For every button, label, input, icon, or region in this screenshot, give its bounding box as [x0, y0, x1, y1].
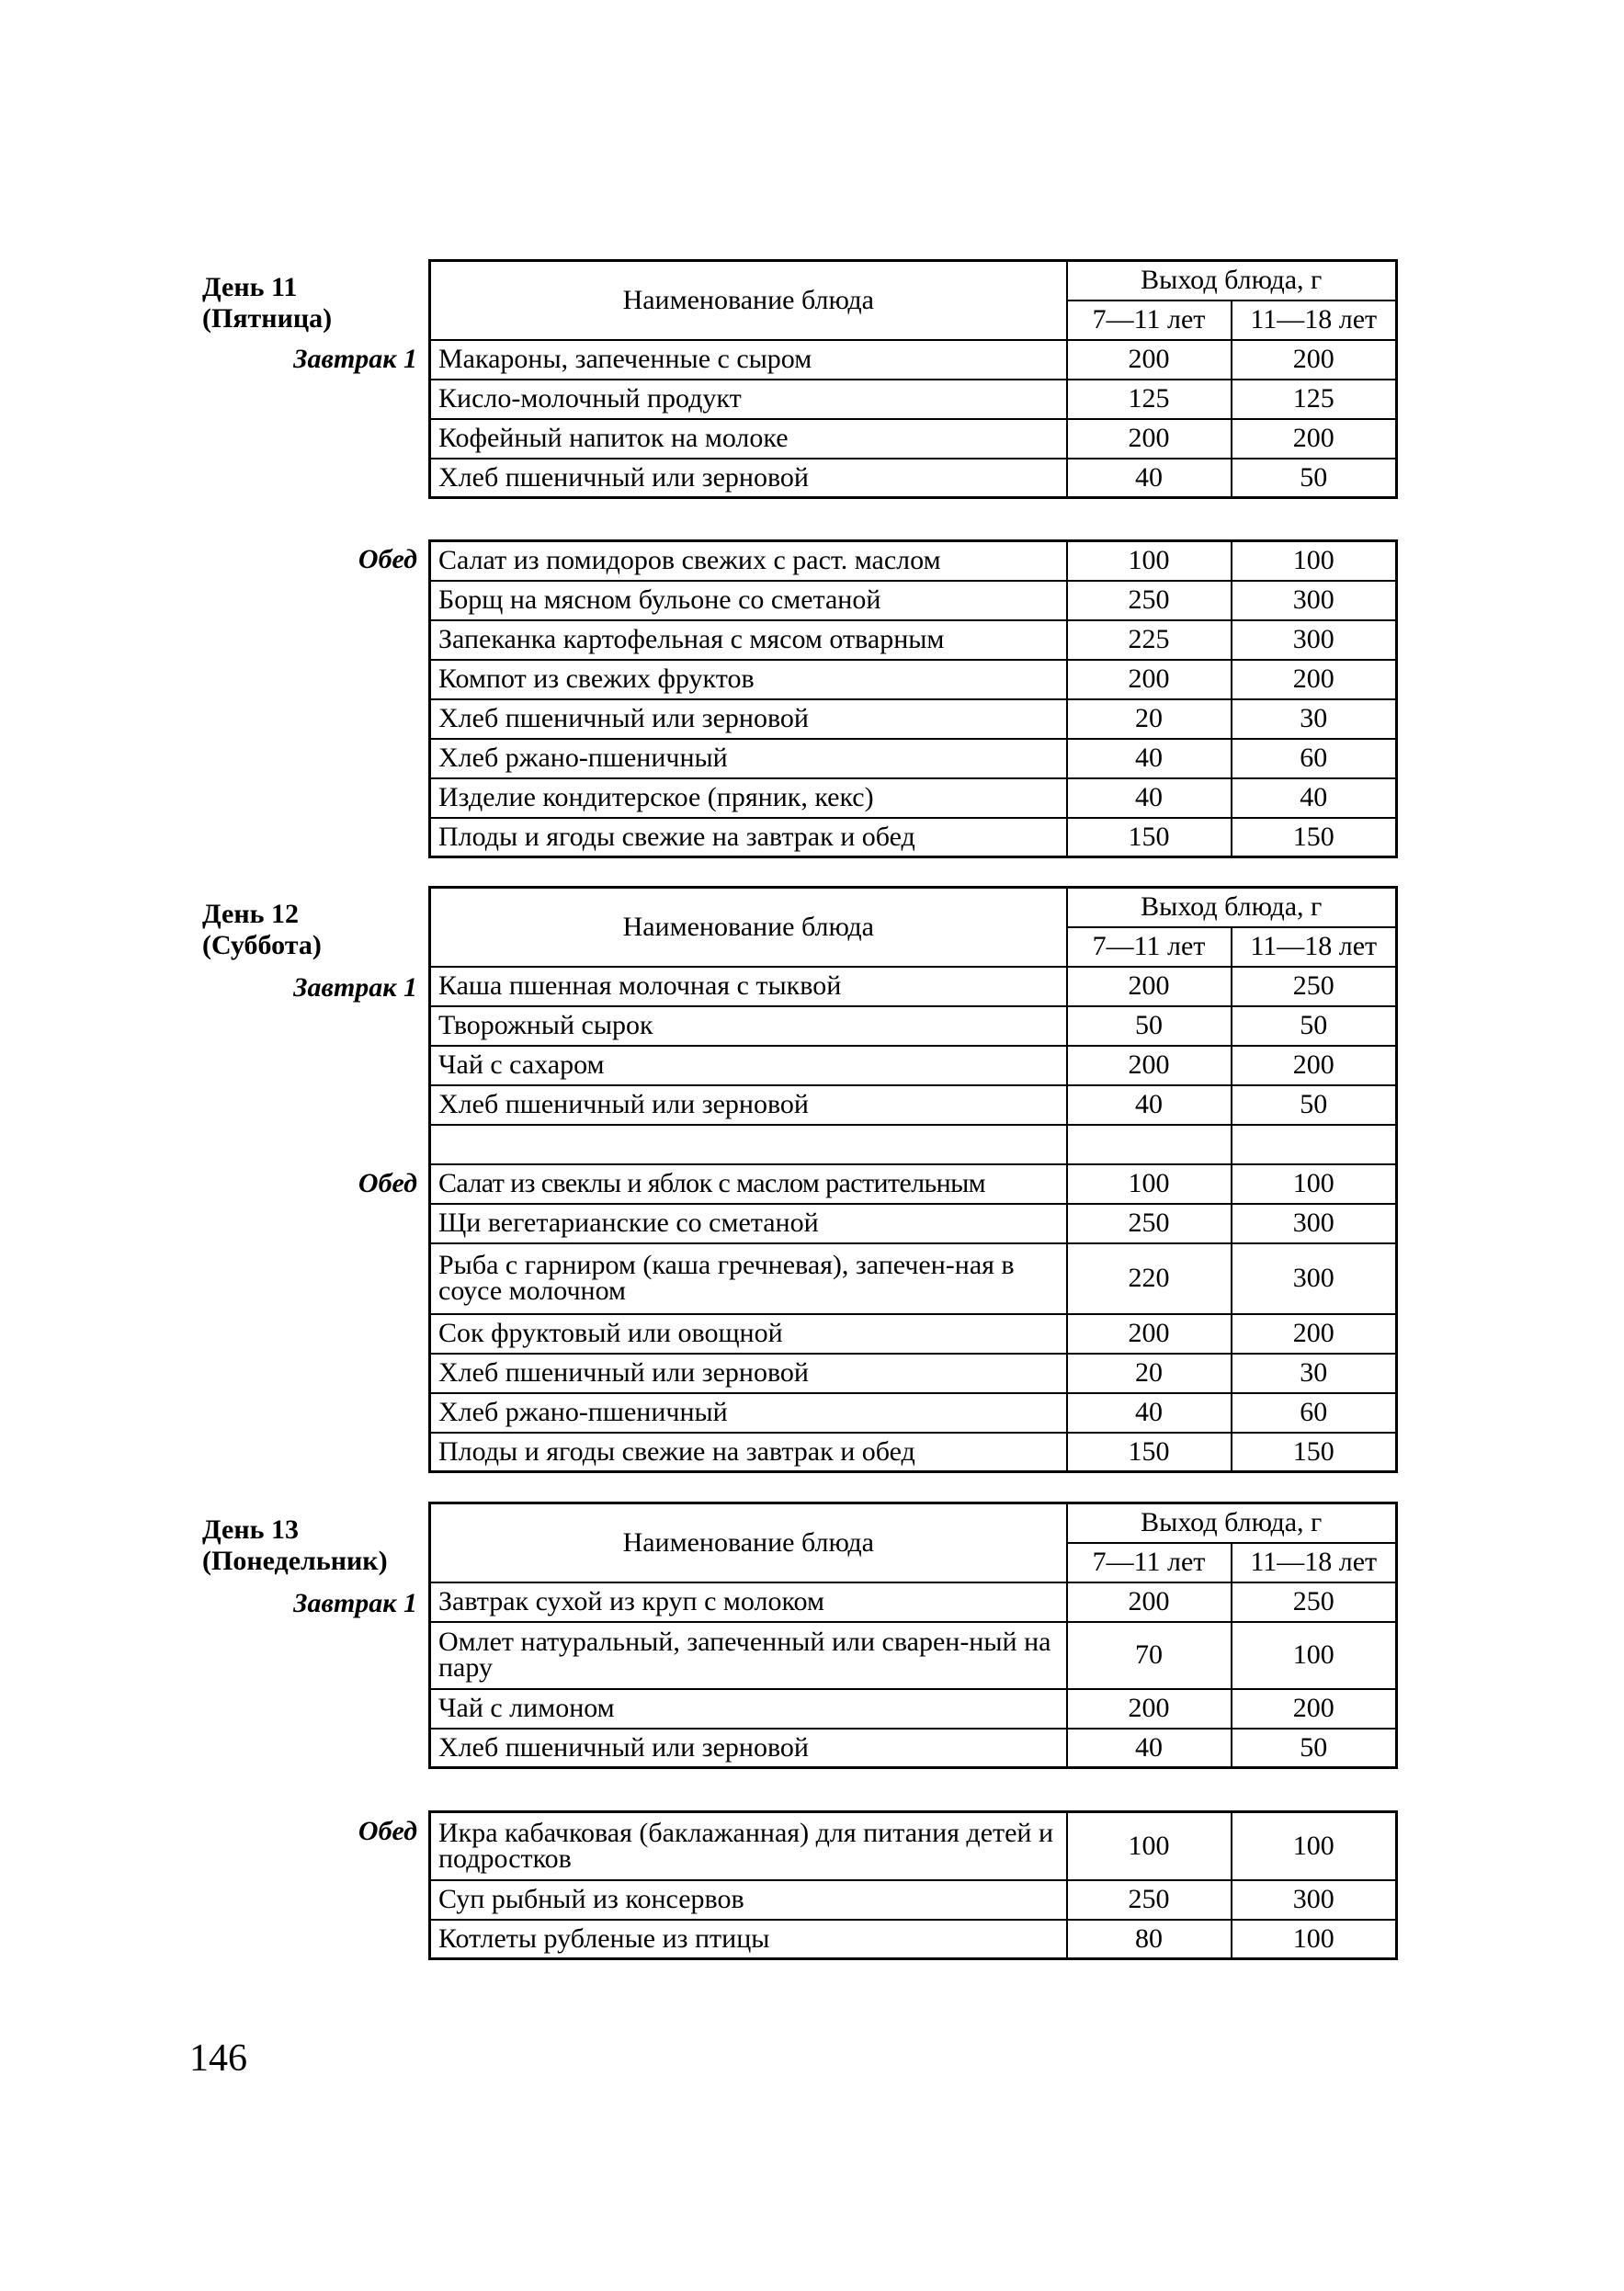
day-number: День 11: [202, 272, 298, 302]
header-output: Выход блюда, г: [1067, 261, 1397, 301]
header-age-11-18: 11—18 лет: [1232, 927, 1397, 967]
output-11-18: 50: [1232, 1729, 1397, 1768]
table-row: [430, 1622, 1397, 1689]
table-row: [430, 459, 1397, 498]
output-7-11: 150: [1067, 818, 1232, 857]
output-11-18: 200: [1232, 419, 1397, 459]
output-11-18: 50: [1232, 1085, 1397, 1125]
output-7-11: 200: [1067, 340, 1232, 380]
output-11-18: 100: [1232, 1920, 1397, 1959]
table-row: [430, 581, 1397, 620]
dish-name: Борщ на мясном бульоне со сметаной: [430, 581, 1067, 620]
output-11-18: 60: [1232, 739, 1397, 778]
day-11-label: [202, 272, 332, 335]
dish-name: Изделие кондитерское (пряник, кекс): [430, 778, 1067, 818]
dish-name: Щи вегетарианские со сметаной: [430, 1204, 1067, 1243]
dish-name: Хлеб пшеничный или зерновой: [430, 699, 1067, 739]
output-11-18: 40: [1232, 778, 1397, 818]
output-11-18: 200: [1232, 340, 1397, 380]
table-row: [430, 1689, 1397, 1729]
dish-name: Творожный сырок: [430, 1006, 1067, 1046]
day-weekday: (Понедельник): [202, 1546, 388, 1576]
output-11-18: 250: [1232, 1582, 1397, 1622]
output-11-18: 125: [1232, 380, 1397, 419]
lunch-label: Обед: [358, 544, 417, 574]
output-11-18: 150: [1232, 1433, 1397, 1472]
dish-name: Хлеб пшеничный или зерновой: [430, 1085, 1067, 1125]
day-number: День 13: [202, 1514, 299, 1545]
output-7-11: 125: [1067, 380, 1232, 419]
dish-name: Хлеб пшеничный или зерновой: [430, 1354, 1067, 1393]
output-7-11: 20: [1067, 699, 1232, 739]
output-11-18: 50: [1232, 459, 1397, 498]
output-11-18: 100: [1232, 541, 1397, 581]
table-row: [430, 1006, 1397, 1046]
dish-name: Кисло-молочный продукт: [430, 380, 1067, 419]
table-row: [430, 1582, 1397, 1622]
table-row: [430, 1880, 1397, 1920]
output-7-11: 20: [1067, 1354, 1232, 1393]
table-row: [430, 778, 1397, 818]
day-13-lunch-table: [428, 1810, 1398, 1960]
output-11-18: 200: [1232, 1689, 1397, 1729]
output-7-11: 100: [1067, 1164, 1232, 1204]
header-age-7-11: 7—11 лет: [1067, 1543, 1232, 1582]
dish-name: Чай с сахаром: [430, 1046, 1067, 1085]
output-11-18: 100: [1232, 1164, 1397, 1204]
empty-cell: [1232, 1125, 1397, 1164]
header-output: Выход блюда, г: [1067, 888, 1397, 927]
output-7-11: 200: [1067, 1582, 1232, 1622]
header-output: Выход блюда, г: [1067, 1503, 1397, 1543]
day-weekday: (Суббота): [202, 930, 322, 960]
output-11-18: 300: [1232, 581, 1397, 620]
output-7-11: 40: [1067, 778, 1232, 818]
header-dish-name: Наименование блюда: [430, 261, 1067, 340]
output-7-11: 40: [1067, 1393, 1232, 1433]
breakfast-label: Завтрак 1: [293, 344, 417, 374]
table-row: [430, 1204, 1397, 1243]
output-7-11: 200: [1067, 967, 1232, 1006]
header-age-11-18: 11—18 лет: [1232, 1543, 1397, 1582]
output-11-18: 30: [1232, 699, 1397, 739]
empty-cell: [430, 1125, 1067, 1164]
day-13-breakfast-table: [428, 1502, 1398, 1769]
table-row: [430, 1314, 1397, 1354]
output-11-18: 50: [1232, 1006, 1397, 1046]
output-7-11: 80: [1067, 1920, 1232, 1959]
spacer-row: [430, 1125, 1397, 1164]
output-7-11: 40: [1067, 739, 1232, 778]
table-row: [430, 620, 1397, 660]
output-11-18: 100: [1232, 1622, 1397, 1689]
output-7-11: 220: [1067, 1243, 1232, 1314]
output-7-11: 100: [1067, 541, 1232, 581]
dish-name: Омлет натуральный, запеченный или сварен-ный на пару: [430, 1622, 1067, 1689]
dish-name: Запеканка картофельная с мясом отварным: [430, 620, 1067, 660]
output-11-18: 60: [1232, 1393, 1397, 1433]
header-age-7-11: 7—11 лет: [1067, 301, 1232, 340]
breakfast-label: Завтрак 1: [293, 1588, 417, 1618]
day-12-label: [202, 899, 322, 961]
table-row: [430, 967, 1397, 1006]
table-row: [430, 1354, 1397, 1393]
dish-name: Салат из помидоров свежих с раст. маслом: [430, 541, 1067, 581]
breakfast-label: Завтрак 1: [293, 972, 417, 1003]
table-row: [430, 340, 1397, 380]
output-7-11: 40: [1067, 459, 1232, 498]
table-row: [430, 1243, 1397, 1314]
output-11-18: 200: [1232, 1314, 1397, 1354]
dish-name: Хлеб пшеничный или зерновой: [430, 1729, 1067, 1768]
output-11-18: 200: [1232, 1046, 1397, 1085]
output-11-18: 300: [1232, 1243, 1397, 1314]
day-weekday: (Пятница): [202, 303, 333, 334]
lunch-label: Обед: [358, 1168, 417, 1198]
header-dish-name: Наименование блюда: [430, 888, 1067, 967]
table-row: [430, 1812, 1397, 1880]
table-row: [430, 541, 1397, 581]
day-12-table: [428, 886, 1398, 1473]
output-7-11: 250: [1067, 1204, 1232, 1243]
output-7-11: 70: [1067, 1622, 1232, 1689]
output-7-11: 200: [1067, 419, 1232, 459]
dish-name: Сок фруктовый или овощной: [430, 1314, 1067, 1354]
dish-name: Чай с лимоном: [430, 1689, 1067, 1729]
dish-name: Кофейный напиток на молоке: [430, 419, 1067, 459]
dish-name: Икра кабачковая (баклажанная) для питания детей и подростков: [430, 1812, 1067, 1880]
output-7-11: 200: [1067, 1046, 1232, 1085]
table-row: [430, 419, 1397, 459]
table-row: [430, 1920, 1397, 1959]
dish-name: Плоды и ягоды свежие на завтрак и обед: [430, 1433, 1067, 1472]
output-11-18: 300: [1232, 1204, 1397, 1243]
table-row: [430, 1433, 1397, 1472]
output-11-18: 200: [1232, 660, 1397, 699]
dish-name: Хлеб ржано-пшеничный: [430, 1393, 1067, 1433]
output-7-11: 200: [1067, 660, 1232, 699]
day-11-breakfast-table: [428, 259, 1398, 499]
output-11-18: 250: [1232, 967, 1397, 1006]
page-number: 146: [189, 2037, 247, 2080]
output-7-11: 40: [1067, 1729, 1232, 1768]
output-7-11: 150: [1067, 1433, 1232, 1472]
output-7-11: 50: [1067, 1006, 1232, 1046]
lunch-label: Обед: [358, 1816, 417, 1846]
output-7-11: 225: [1067, 620, 1232, 660]
dish-name: Макароны, запеченные с сыром: [430, 340, 1067, 380]
dish-name: Суп рыбный из консервов: [430, 1880, 1067, 1920]
table-row: [430, 699, 1397, 739]
empty-cell: [1067, 1125, 1232, 1164]
table-row: [430, 660, 1397, 699]
output-7-11: 200: [1067, 1314, 1232, 1354]
output-7-11: 200: [1067, 1689, 1232, 1729]
output-7-11: 250: [1067, 581, 1232, 620]
dish-name: Каша пшенная молочная с тыквой: [430, 967, 1067, 1006]
dish-name: Хлеб пшеничный или зерновой: [430, 459, 1067, 498]
output-11-18: 100: [1232, 1812, 1397, 1880]
output-7-11: 100: [1067, 1812, 1232, 1880]
header-dish-name: Наименование блюда: [430, 1503, 1067, 1582]
day-11-lunch-table: [428, 539, 1398, 858]
table-row: [430, 739, 1397, 778]
dish-name: Компот из свежих фруктов: [430, 660, 1067, 699]
table-row: [430, 1164, 1397, 1204]
dish-name: Плоды и ягоды свежие на завтрак и обед: [430, 818, 1067, 857]
table-row: [430, 1729, 1397, 1768]
header-age-11-18: 11—18 лет: [1232, 301, 1397, 340]
table-row: [430, 380, 1397, 419]
table-row: [430, 1046, 1397, 1085]
output-7-11: 40: [1067, 1085, 1232, 1125]
output-7-11: 250: [1067, 1880, 1232, 1920]
output-11-18: 300: [1232, 1880, 1397, 1920]
day-13-label: [202, 1514, 388, 1577]
dish-name: Котлеты рубленые из птицы: [430, 1920, 1067, 1959]
output-11-18: 150: [1232, 818, 1397, 857]
dish-name: Рыба с гарниром (каша гречневая), запечен-ная в соусе молочном: [430, 1243, 1067, 1314]
header-age-7-11: 7—11 лет: [1067, 927, 1232, 967]
dish-name: Завтрак сухой из круп с молоком: [430, 1582, 1067, 1622]
table-row: [430, 1393, 1397, 1433]
output-11-18: 300: [1232, 620, 1397, 660]
output-11-18: 30: [1232, 1354, 1397, 1393]
dish-name: Салат из свеклы и яблок с маслом растительным: [430, 1164, 1067, 1204]
table-row: [430, 818, 1397, 857]
dish-name: Хлеб ржано-пшеничный: [430, 739, 1067, 778]
day-number: День 12: [202, 899, 299, 929]
table-row: [430, 1085, 1397, 1125]
